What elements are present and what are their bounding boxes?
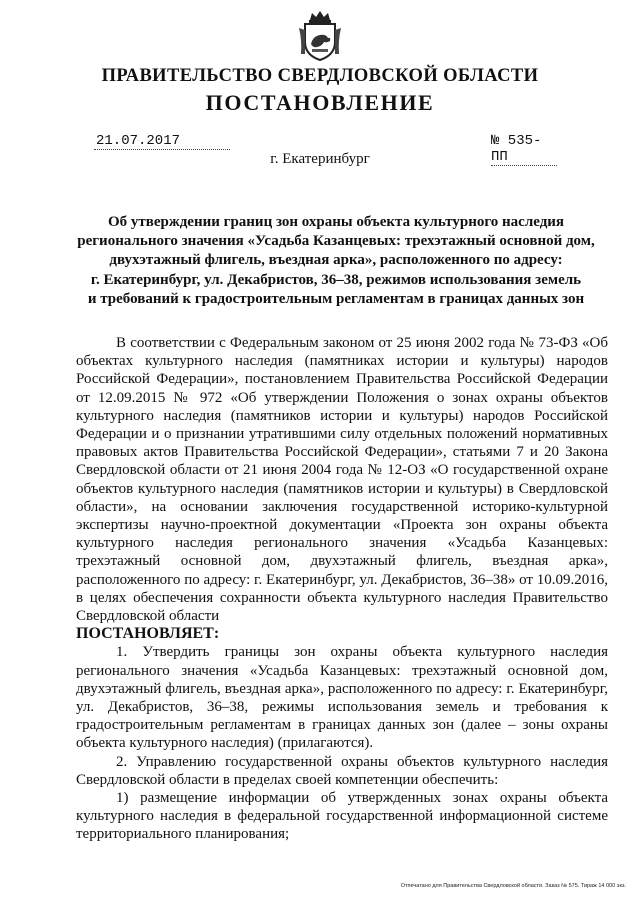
title-line: двухэтажный флигель, въездная арка», расположенного по адресу: xyxy=(109,252,563,269)
document-title xyxy=(76,213,596,309)
coat-of-arms-icon xyxy=(297,10,343,62)
document-number: № 535-ПП xyxy=(491,133,557,166)
preamble-paragraph: В соответствии с Федеральным законом от 25 июня 2002 года № 73-ФЗ «Об объектах культурного наследия (памятниках истории и культуры) народов Российской Федерации», постановлением Правительства Российской Федерации от 12.09.2015 № 972 «Об утверждении Положения о зонах охраны объектов культурного наследия (памятников истории и культуры) народов Российской Федерации и о признании утратившими силу отдельных положений нормативных правовых актов Правительства Российской Федерации», статьями 7 и 20 Закона Свердловской области от 21 июня 2004 года № 12-ОЗ «О государственной охране объектов культурного наследия (памятников истории и культуры) в Свердловской области», на основании заключения государственной историко-культурной экспертизы научно-проектной документации «Проекта зон охраны объекта культурного наследия регионального значения «Усадьба Казанцевых: трехэтажный основной дом, двухэтажный флигель, въездная арка», расположенного по адресу: г. Екатеринбург, ул. Декабристов, 36–38» от 10.09.2016, в целях обеспечения сохранности объекта культурного наследия Правительство Свердловской области xyxy=(76,335,608,625)
organization-name: ПРАВИТЕЛЬСТВО СВЕРДЛОВСКОЙ ОБЛАСТИ xyxy=(101,66,539,86)
document-body xyxy=(76,334,608,844)
document-type: ПОСТАНОВЛЕНИЕ xyxy=(205,90,435,115)
title-line: и требований к градостроительным регламентам в границах данных зон xyxy=(87,290,585,307)
decree-heading: ПОСТАНОВЛЯЕТ: xyxy=(76,625,220,643)
clause-2-1: 1) размещение информации об утвержденных зонах охраны объекта культурного наследия в федеральной государственной информационной системе территориального планирования; xyxy=(76,790,608,843)
title-line: Об утверждении границ зон охраны объекта культурного наследия xyxy=(107,214,565,230)
print-note: Отпечатано для Правительства Свердловской области. Заказ № 575. Тираж 14 000 экз. xyxy=(400,883,626,889)
document-date: 21.07.2017 xyxy=(94,133,230,150)
clause-1: 1. Утвердить границы зон охраны объекта культурного наследия регионального значения «Усадьба Казанцевых: трехэтажный основной дом, двухэтажный флигель, въездная арка», расположенного по адресу: г. Екатеринбург, ул. Декабристов, 36–38, режимы использования земель и требования к градостроительным регламентам в границах данных зон (далее – зоны охраны объекта культурного наследия) (прилагаются). xyxy=(76,644,608,752)
clause-2: 2. Управлению государственной охраны объектов культурного наследия Свердловской области в пределах своей компетенции обеспечить: xyxy=(76,753,608,788)
document-city: г. Екатеринбург xyxy=(270,151,370,167)
title-line: г. Екатеринбург, ул. Декабристов, 36–38, режимов использования земель xyxy=(90,271,582,288)
title-line: регионального значения «Усадьба Казанцевых: трехэтажный основной дом, xyxy=(77,233,595,250)
